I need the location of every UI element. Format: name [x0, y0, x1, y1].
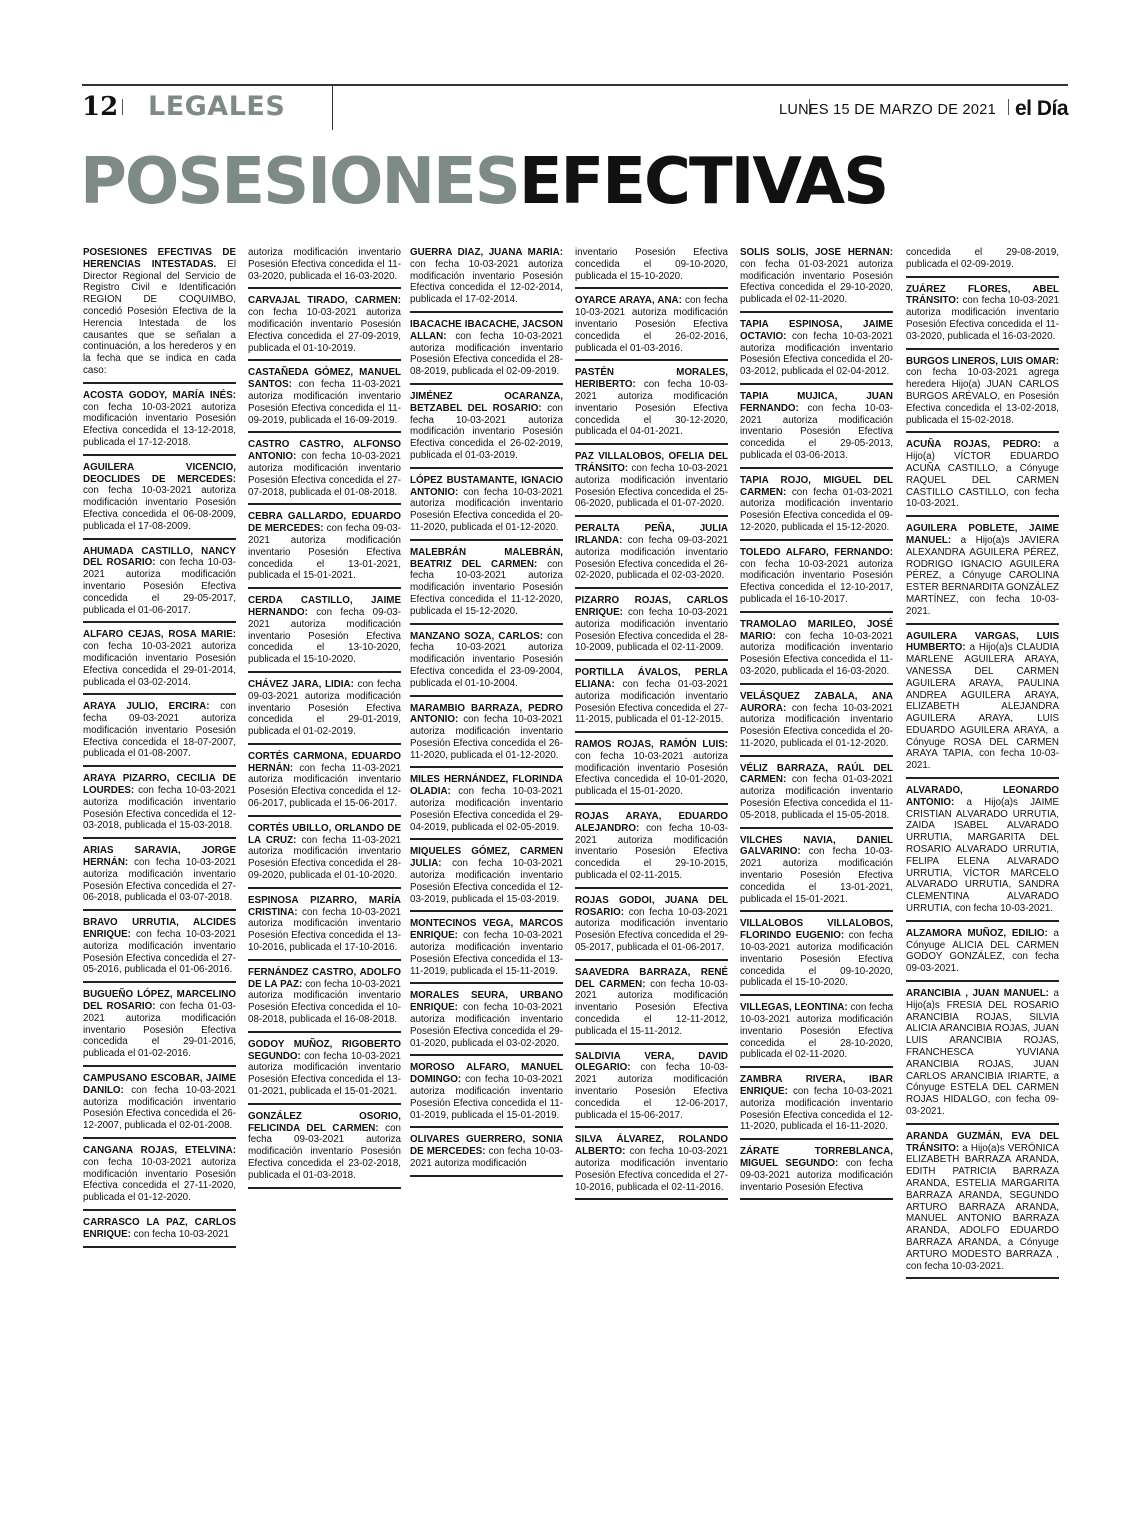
decedent-name: POSESIONES EFECTIVAS DE HERENCIAS INTESTADAS.	[83, 247, 236, 270]
legal-notice	[740, 835, 893, 913]
notice-text: con fecha 10-03-2021 autoriza modificación inventario Posesión Efectiva concedida el 28-08-2019, publicada el 02-09-2019.	[410, 330, 563, 378]
legal-notice	[575, 595, 728, 661]
legal-notice	[83, 989, 236, 1067]
notice-text: con fecha 10-03-2021 autoriza modificación inventario Posesión Efectiva concedida el 29-10-2015, publicada el 02-11-2015.	[575, 822, 728, 882]
notice-text: con fecha 10-03-2021 autoriza modificación inventario Posesión Efectiva concedida el 27-10-2016, publicada el 02-11-2016.	[575, 1146, 728, 1193]
notice-text: con fecha 10-03-2021 autoriza modificación inventario Posesión Efectiva concedida el 11-03-2020, publicada el 16-03-2020.	[906, 295, 1059, 342]
legal-notice	[740, 247, 893, 313]
notice-text: con fecha 01-03-2021 autoriza modificación inventario Posesión Efectiva concedida el 09-12-2020, publicada el 15-12-2020.	[740, 486, 893, 533]
legal-notice	[906, 284, 1059, 350]
legal-notice	[410, 1062, 563, 1128]
decedent-name: TAPIA ROJO, MIGUEL DEL CARMEN:	[740, 474, 893, 498]
notice-text: con fecha 10-03-2021 autoriza modificación inventario Posesión Efectiva concedida el 28-10-2009, publicada el 02-11-2009.	[575, 606, 728, 654]
decedent-name: LÓPEZ BUSTAMANTE, IGNACIO ANTONIO:	[410, 474, 563, 498]
notice-text: con fecha 10-03-2021 autoriza modificación inventario Posesión Efectiva concedida el 09-10-2020, publicada el 15-10-2020.	[740, 930, 893, 989]
legal-notice	[83, 462, 236, 540]
legal-notice	[906, 988, 1059, 1125]
notice-text: con fecha 01-03-2021 autoriza modificación inventario Posesión Efectiva concedida el 29-10-2020, publicada el 02-11-2020.	[740, 258, 893, 306]
decedent-name: CASTAÑEDA GÓMEZ, MANUEL SANTOS:	[248, 367, 401, 391]
title-part-2: EFECTIVAS	[518, 145, 888, 219]
newspaper-logo: el Día	[1014, 97, 1068, 120]
notice-text: con fecha 10-03-2021 autoriza modificación inventario Posesión Efectiva concedida el 12-03-2018, publicada el 15-03-2018.	[83, 785, 236, 832]
notice-text: con fecha 10-03-2021 autoriza modificación inventario Posesión Efectiva concedida el 29-05-2013, publicada el 03-06-2013.	[740, 402, 893, 461]
legal-notice	[740, 475, 893, 541]
decedent-name: GUERRA DÍAZ, JUANA MARÍA:	[410, 247, 563, 258]
legal-notice	[83, 845, 236, 911]
decedent-name: CARVAJAL TIRADO, CARMEN:	[248, 295, 401, 307]
legal-notice	[83, 773, 236, 839]
legal-notice	[83, 1073, 236, 1139]
notice-text: con fecha 10-03-2021 agrega heredera Hijo(a) JUAN CARLOS BURGOS ARÉVALO, en Posesión Efectiva concedida el 13-02-2018, publicada el 15-02-2018.	[906, 367, 1059, 426]
legal-notice	[575, 247, 728, 289]
decedent-name: OLIVARES GUERRERO, SONIA DE MERCEDES:	[410, 1134, 563, 1158]
legal-notice	[248, 751, 401, 817]
legal-notice	[906, 523, 1059, 624]
decedent-name: ARANDA GUZMÁN, EVA DEL TRÁNSITO:	[906, 1130, 1059, 1154]
legal-notice	[740, 391, 893, 469]
notice-text: con fecha 10-03-2021 autoriza modificación inventario Posesión Efectiva concedida el 13-12-2018, publicada el 17-12-2018.	[83, 401, 236, 448]
decedent-name: ALZAMORA MUÑOZ, EDILIO:	[906, 927, 1048, 939]
notice-text: a Hijo(a)s JAIME CRISTIAN ALVARADO URRUTIA, ZAIDA ISABEL ALVARADO URRUTIA, MARGARITA DEL ROSARIO ALVARADO URRUTIA, FELIPA ELENA ALVARADO URRUTIA, VÍCTOR MARCELO ALVARADO URRUTIA, SANDRA CLEMENTINA ALVARADO URRUTIA, con fecha 10-03-2021.	[906, 796, 1059, 915]
decedent-name: ZAMBRA RIVERA, IBAR ENRIQUE:	[740, 1074, 893, 1098]
notice-text: con fecha 10-03-2021 autoriza modificación inventario Posesión Efectiva concedida el 06-08-2009, publicada el 17-08-2009.	[83, 485, 236, 532]
issue-date: LUNES 15 DE MARZO DE 2021	[778, 102, 996, 118]
notice-text: con fecha 10-03-2021 autoriza modificación inventario Posesión Efectiva concedida el 13-01-2021, publicada el 15-01-2021.	[740, 846, 893, 905]
decedent-name: SAAVEDRA BARRAZA, RENÉ DEL CARMEN:	[575, 966, 728, 990]
legal-notice	[575, 739, 728, 805]
decedent-name: CHÁVEZ JARA, LIDIA:	[248, 678, 354, 690]
notice-text: a Hijo(a) VÍCTOR EDUARDO ACUÑA CASTILLO, a Cónyuge RAQUEL DEL CARMEN CASTILLO CASTILLO, con fecha 10-03-2021.	[906, 439, 1059, 510]
decedent-name: ALVARADO, LEONARDO ANTONIO:	[906, 785, 1059, 808]
notice-text: con fecha 10-03-2021 autoriza modificación inventario Posesión Efectiva concedida el 27-11-2020, publicada el 01-12-2020.	[83, 1156, 236, 1204]
decedent-name: PAZ VILLALOBOS, OFELIA DEL TRÁNSITO:	[575, 451, 728, 474]
notice-text: con fecha 11-03-2021 autoriza modificación inventario Posesión Efectiva concedida el 12-06-2017, publicada el 15-06-2017.	[248, 762, 401, 810]
decedent-name: IBACACHE IBACACHE, JACSON ALLAN:	[410, 318, 563, 342]
notice-text: autoriza modificación inventario Posesión Efectiva concedida el 11-03-2020, publicada el 16-03-2020.	[248, 247, 401, 282]
legal-notice	[83, 1217, 236, 1248]
notice-text: con fecha 10-03-2021 autoriza modificación inventario Posesión Efectiva concedida el 29-01-2014, publicada el 03-02-2014.	[83, 641, 236, 688]
notice-text: con fecha 11-03-2021 autoriza modificación inventario Posesión Efectiva concedida el 28-09-2020, publicada el 01-10-2020.	[248, 834, 401, 882]
legal-notice	[575, 523, 728, 589]
notice-text: con fecha 10-03-2021 autoriza modificación inventario Posesión Efectiva concedida el 12-03-2019, publicada el 15-03-2019.	[410, 858, 563, 905]
decedent-name: PORTILLA ÁVALOS, PERLA ELIANA:	[575, 667, 728, 690]
notice-text: con fecha 09-03-2021 autoriza modificación inventario Posesión Efectiva concedida el 13-01-2021, publicada el 15-01-2021.	[248, 523, 401, 582]
decedent-name: AGUILERA POBLETE, JAIME MANUEL:	[906, 523, 1059, 546]
page-title	[80, 136, 1070, 228]
decedent-name: ESPINOSA PIZARRO, MARÍA CRISTINA:	[248, 894, 401, 918]
decedent-name: ZUÁREZ FLORES, ABEL TRÁNSITO:	[906, 283, 1059, 307]
header-separator	[122, 99, 123, 115]
decedent-name: PASTÉN MORALES, HERIBERTO:	[575, 367, 728, 391]
decedent-name: ARAYA JULIO, ERCIRA:	[83, 701, 210, 713]
notice-text: a Hijo(a)s VERÓNICA ELIZABETH BARRAZA ARANDA, EDITH PATRICIA BARRAZA ARANDA, ESTELIA MARGARITA BARRAZA ARANDA, SEGUNDO ARTURO BARRAZA ARANDA, MANUEL ANTONIO BARRAZA ARANDA, ADOLFO EDUARDO BARRAZA ARANDA, a Cónyuge ARTURO MODESTO BARRAZA , con fecha 10-03-2021.	[906, 1142, 1059, 1272]
legal-notice	[575, 811, 728, 889]
notice-text: con fecha 10-03-2021 autoriza modificación inventario Posesión Efectiva concedida el 11-03-2020, publicada el 16-03-2020.	[740, 630, 893, 677]
notice-text: con fecha 10-03-2021 autoriza modificación inventario Posesión Efectiva concedida el 10-01-2020, publicada el 15-01-2020.	[575, 750, 728, 798]
decedent-name: ARAYA PIZARRO, CECILIA DE LOURDES:	[83, 773, 236, 797]
legal-notice	[575, 967, 728, 1045]
legal-notice	[83, 701, 236, 767]
legal-notice	[83, 390, 236, 456]
notice-text: inventario Posesión Efectiva concedida el 09-10-2020, publicada el 15-10-2020.	[575, 247, 728, 282]
decedent-name: VILLALOBOS VILLALOBOS, FLORINDO EUGENIO:	[740, 918, 893, 942]
notice-text: con fecha 10-03-2021 autoriza modificación inventario Posesión Efectiva concedida el 29-01-2020, publicada el 03-02-2020.	[410, 1002, 563, 1049]
legal-notice	[575, 295, 728, 361]
legal-notice	[410, 547, 563, 625]
legal-notice	[248, 247, 401, 289]
decedent-name: VELÁSQUEZ ZABALA, ANA AURORA:	[740, 690, 893, 714]
decedent-name: CORTÉS CARMONA, EDUARDO HERNÁN:	[248, 750, 401, 774]
notice-text: a Hijo(a)s CLAUDIA MARLENE AGUILERA ARAYA, VANESSA DEL CARMEN AGUILERA ARAYA, PAULINA ANDREA AGUILERA ARAYA, ELIZABETH ALEJANDRA AGUILERA ARAYA, LUIS EDUARDO AGUILERA ARAYA, a Cónyuge ROSA DEL CARMEN ARAYA TAPIA, con fecha 10-03-2021.	[906, 642, 1059, 772]
decedent-name: ROJAS ARAYA, EDUARDO ALEJANDRO:	[575, 811, 728, 834]
notice-text: a Cónyuge ALICIA DEL CARMEN GODOY GONZÁLEZ, con fecha 09-03-2021.	[906, 927, 1059, 975]
legal-notice	[740, 691, 893, 757]
notice-column-3	[410, 247, 563, 1503]
legal-notice	[410, 703, 563, 769]
decedent-name: JIMÉNEZ OCARANZA, BETZABEL DEL ROSARIO:	[410, 390, 563, 414]
notice-text: con fecha 10-03-2021 autoriza modificación inventario Posesión Efectiva concedida el 13-10-2016, publicada el 17-10-2016.	[248, 906, 401, 954]
decedent-name: TAPIA MUJICA, JUAN FERNANDO:	[740, 390, 893, 414]
notice-text: con fecha 10-03-2021 autoriza modificación inventario Posesión Efectiva concedida el 23-09-2004, publicada el 01-10-2004.	[410, 630, 563, 689]
decedent-name: VILLEGAS, LEONTINA:	[740, 1002, 848, 1014]
legal-notice	[83, 629, 236, 695]
notice-column-5	[740, 247, 893, 1503]
notice-text: con fecha 09-03-2021 autoriza modificación inventario Posesión Efectiva concedida el 23-02-2018, publicada el 01-03-2018.	[248, 1122, 401, 1181]
notice-text: con fecha 10-03-2021 autoriza modificación inventario Posesión Efectiva concedida el 12-11-2012, publicada el 15-11-2012.	[575, 978, 728, 1037]
page-number: 12	[82, 92, 119, 122]
legal-notice	[575, 667, 728, 733]
notice-text: con fecha 10-03-2021 autoriza modificación inventario Posesión Efectiva concedida el 30-12-2020, publicada el 04-01-2021.	[575, 379, 728, 438]
legal-notice	[248, 367, 401, 433]
notice-column-4	[575, 247, 728, 1503]
legal-notice	[575, 1134, 728, 1200]
legal-notice	[906, 928, 1059, 982]
decedent-name: CARRASCO LA PAZ, CARLOS ENRIQUE:	[83, 1216, 236, 1240]
legal-notice	[248, 511, 401, 589]
legal-notice	[575, 367, 728, 445]
decedent-name: TAPIA ESPINOSA, JAIME OCTAVIO:	[740, 318, 893, 342]
legal-notice	[410, 247, 563, 313]
notice-text: con fecha 10-03-2021 autoriza modificación inventario Posesión Efectiva concedida el 27-05-2016, publicada el 01-06-2016.	[83, 929, 236, 976]
legal-notice	[83, 1145, 236, 1211]
decedent-name: MIQUELES GÓMEZ, CARMEN JULIA:	[410, 846, 563, 870]
decedent-name: OYARCE ARAYA, ANA:	[575, 295, 682, 307]
header-divider	[332, 86, 333, 130]
notice-text: con fecha 09-03-2021 autoriza modificación inventario Posesión Efectiva	[740, 1158, 893, 1193]
notice-text: a Hijo(a)s JAVIERA ALEXANDRA AGUILERA PÉREZ, RODRIGO IGNACIO AGUILERA PÉREZ, a Cónyuge CAROLINA ESTER BERNARDITA GONZÁLEZ MARTÍNEZ, con fecha 10-03-2021.	[906, 534, 1059, 617]
decedent-name: ROJAS GODOI, JUANA DEL ROSARIO:	[575, 894, 728, 918]
decedent-name: MILES HERNÁNDEZ, FLORINDA OLADIA:	[410, 774, 563, 798]
decedent-name: TRAMOLAO MARILEO, JOSÉ MARIO:	[740, 618, 893, 642]
legal-notice	[410, 631, 563, 697]
decedent-name: AGUILERA VARGAS, LUIS HUMBERTO:	[906, 630, 1059, 654]
legal-notice	[740, 918, 893, 996]
notice-text: con fecha 10-03-2021 autoriza modificación inventario Posesión Efectiva concedida el 27-07-2018, publicada el 01-08-2018.	[248, 451, 401, 498]
decedent-name: MORALES SEURA, URBANO ENRIQUE:	[410, 990, 563, 1014]
notice-text: con fecha 01-03-2021 autoriza modificación inventario Posesión Efectiva concedida el 29-01-2016, publicada el 01-02-2016.	[83, 1001, 236, 1060]
legal-notice	[575, 895, 728, 961]
decedent-name: ARANCIBIA , JUAN MANUEL:	[906, 988, 1049, 1000]
decedent-name: RAMOS ROJAS, RAMÓN LUIS:	[575, 739, 728, 751]
legal-notice	[83, 917, 236, 983]
decedent-name: GONZÁLEZ OSORIO, FELICINDA DEL CARMEN:	[248, 1110, 401, 1134]
notice-column-2	[248, 247, 401, 1503]
notice-text: con fecha 10-03-2021 autoriza modificación inventario Posesión Efectiva concedida el 26-02-2016, publicada el 01-03-2016.	[575, 295, 728, 354]
title-part-1: POSESIONES	[80, 145, 519, 219]
notice-text: con fecha 01-03-2021 autoriza modificación inventario Posesión Efectiva concedida el 27-11-2015, publicada el 01-12-2015.	[575, 678, 728, 726]
notice-text: con fecha 10-03-2021 autoriza modificación inventario Posesión Efectiva concedida el 25-06-2020, publicada el 01-07-2020.	[575, 462, 728, 510]
notice-text: con fecha 10-03-2021 autoriza modificación inventario Posesión Efectiva concedida el 29-04-2019, publicada el 02-05-2019.	[410, 786, 563, 833]
legal-notice	[248, 439, 401, 505]
decedent-name: SILVA ÁLVAREZ, ROLANDO ALBERTO:	[575, 1134, 728, 1158]
legal-notice	[248, 823, 401, 889]
decedent-name: ACOSTA GODOY, MARÍA INÉS:	[83, 389, 236, 401]
legal-notice	[410, 990, 563, 1056]
legal-notice	[906, 1131, 1059, 1280]
notice-text: con fecha 10-03-2021 autoriza modificación inventario Posesión Efectiva concedida el 29-05-2017, publicada el 01-06-2017.	[83, 557, 236, 616]
decedent-name: CAMPUSANO ESCOBAR, JAIME DANILO:	[83, 1073, 236, 1096]
decedent-name: ZÁRATE TORREBLANCA, MIGUEL SEGUNDO:	[740, 1146, 893, 1169]
notice-column-1	[83, 247, 236, 1503]
notice-text: con fecha 10-03-2021 autoriza modificación inventario Posesión Efectiva concedida el 20-11-2020, publicada el 01-12-2020.	[740, 702, 893, 749]
legal-notice	[740, 763, 893, 829]
legal-notice	[575, 451, 728, 517]
notice-text: con fecha 10-03-2021 autoriza modificación inventario Posesión Efectiva concedida el 10-08-2018, publicada el 16-08-2018.	[248, 978, 401, 1026]
notice-text: con fecha 10-03-2021 autoriza modificación inventario Posesión Efectiva concedida el 27-09-2019, publicada el 01-10-2019.	[248, 307, 401, 354]
decedent-name: MALEBRÁN MALEBRÁN, BEATRIZ DEL CARMEN:	[410, 546, 563, 570]
notice-text: con fecha 10-03-2021 autoriza modificación inventario Posesión Efectiva concedida el 12-11-2020, publicada el 16-11-2020.	[740, 1086, 893, 1133]
decedent-name: MANZANO SOZA, CARLOS:	[410, 630, 543, 642]
decedent-name: MOROSO ALFARO, MANUEL DOMINGO:	[410, 1062, 563, 1086]
decedent-name: BRAVO URRUTIA, ALCIDES ENRIQUE:	[83, 917, 236, 941]
decedent-name: MARAMBIO BARRAZA, PEDRO ANTONIO:	[410, 702, 563, 726]
notice-text: con fecha 10-03-2021 autoriza modificación inventario Posesión Efectiva concedida el 26-11-2020, publicada el 01-12-2020.	[410, 714, 563, 761]
legal-notice	[248, 295, 401, 361]
decedent-name: ACUÑA ROJAS, PEDRO:	[906, 439, 1041, 451]
legal-notice	[248, 895, 401, 961]
legal-notice	[248, 595, 401, 673]
notice-text: con fecha 10-03-2021 autoriza modificación	[410, 1146, 563, 1169]
decedent-name: VILCHES NAVIA, DANIEL GALVARINO:	[740, 834, 893, 858]
legal-notice	[248, 1111, 401, 1189]
legal-notice	[740, 1002, 893, 1068]
legal-notice	[248, 967, 401, 1033]
decedent-name: CORTÉS UBILLO, ORLANDO DE LA CRUZ:	[248, 822, 401, 846]
notice-text: con fecha 10-03-2021 autoriza modificación inventario Posesión Efectiva concedida el 26-02-2019, publicada el 01-03-2019.	[410, 402, 563, 461]
legal-notice	[83, 546, 236, 624]
decedent-name: ARIAS SARAVIA, JORGE HERNÁN:	[83, 845, 236, 869]
decedent-name: CERDA CASTILLO, JAIME HERNANDO:	[248, 595, 401, 618]
notice-text: con fecha 10-03-2021 autoriza modificación inventario Posesión Efectiva concedida el 12-02-2014, publicada el 17-02-2014.	[410, 258, 563, 306]
notice-text: con fecha 09-03-2021 autoriza modificación inventario Posesión Efectiva concedida el 29-01-2019, publicada el 01-02-2019.	[248, 678, 401, 738]
notice-text: con fecha 10-03-2021 autoriza modificación inventario Posesión Efectiva concedida el 13-01-2021, publicada el 15-01-2021.	[248, 1050, 401, 1098]
decedent-name: FERNÁNDEZ CASTRO, ADOLFO DE LA PAZ:	[248, 966, 401, 990]
notice-column-6	[906, 247, 1059, 1503]
decedent-name: VÉLIZ BARRAZA, RAÚL DEL CARMEN:	[740, 762, 893, 786]
legal-notice	[248, 679, 401, 745]
legal-notice	[410, 391, 563, 469]
decedent-name: TOLEDO ALFARO, FERNANDO:	[740, 546, 893, 558]
notice-text: con fecha 10-03-2021 autoriza modificación inventario Posesión Efectiva concedida el 20-11-2020, publicada el 01-12-2020.	[410, 486, 563, 533]
decedent-name: ALFARO CEJAS, ROSA MARIE:	[83, 629, 236, 641]
legal-notice	[906, 247, 1059, 278]
legal-notice	[740, 1074, 893, 1140]
legal-notice	[410, 319, 563, 385]
decedent-name: CASTRO CASTRO, ALFONSO ANTONIO:	[248, 439, 401, 463]
legal-notice	[410, 774, 563, 840]
decedent-name: CEBRA GALLARDO, EDUARDO DE MERCEDES:	[248, 511, 401, 535]
notice-text: con fecha 10-03-2021 autoriza modificación inventario Posesión Efectiva concedida el 26-12-2007, publicada el 02-01-2008.	[83, 1084, 236, 1132]
legal-notice	[740, 1146, 893, 1200]
notice-text: con fecha 01-03-2021 autoriza modificación inventario Posesión Efectiva concedida el 11-05-2018, publicada el 15-05-2018.	[740, 774, 893, 821]
legal-notice	[410, 918, 563, 984]
legal-notice	[575, 1051, 728, 1129]
notice-text: concedida el 29-08-2019, publicada el 02-09-2019.	[906, 247, 1059, 270]
notice-text: con fecha 09-03-2021 autoriza modificación inventario Posesión Efectiva concedida el 26-02-2020, publicada el 02-03-2020.	[575, 534, 728, 582]
decedent-name: MONTECINOS VEGA, MARCOS ENRIQUE:	[410, 918, 563, 942]
notice-text: con fecha 10-03-2021	[130, 1228, 229, 1240]
decedent-name: CANGANA ROJAS, ETELVINA:	[83, 1145, 236, 1156]
notice-text: con fecha 11-03-2021 autoriza modificación inventario Posesión Efectiva concedida el 11-09-2019, publicada el 16-09-2019.	[248, 379, 401, 426]
decedent-name: BUGUEÑO LÓPEZ, MARCELINO DEL ROSARIO:	[83, 989, 236, 1013]
decedent-name: SOLÍS SOLÍS, JOSÉ HERNÁN:	[740, 247, 893, 258]
legal-notice	[906, 439, 1059, 517]
notice-text: con fecha 10-03-2021 autoriza modificación inventario Posesión Efectiva concedida el 29-05-2017, publicada el 01-06-2017.	[575, 906, 728, 954]
legal-notice	[906, 785, 1059, 922]
notice-text: con fecha 09-03-2021 autoriza modificación inventario Posesión Efectiva concedida el 13-10-2020, publicada el 15-10-2020.	[248, 606, 401, 666]
legal-notice	[906, 356, 1059, 434]
legal-notice	[83, 247, 236, 384]
header-rule	[82, 84, 1068, 86]
legal-notice	[410, 475, 563, 541]
notice-text: con fecha 10-03-2021 autoriza modificación inventario Posesión Efectiva concedida el 27-06-2018, publicada el 03-07-2018.	[83, 857, 236, 904]
decedent-name: AGUILERA VICENCIO, DEOCLIDES DE MERCEDES:	[83, 461, 236, 485]
notice-text: con fecha 10-03-2021 autoriza modificación inventario Posesión Efectiva concedida el 13-11-2019, publicada el 15-11-2019.	[410, 930, 563, 977]
legal-notice	[740, 547, 893, 613]
section-label: LEGALES	[148, 91, 286, 122]
notice-text: con fecha 10-03-2021 autoriza modificación inventario Posesión Efectiva concedida el 12-06-2017, publicada el 15-06-2017.	[575, 1062, 728, 1121]
notice-text: con fecha 10-03-2021 autoriza modificación inventario Posesión Efectiva concedida el 20-03-2012, publicada el 02-04-2012.	[740, 330, 893, 378]
legal-notice	[740, 619, 893, 685]
notice-text: El Director Regional del Servicio de Registro Civil e Identificación REGION DE COQUIMBO, concedió Posesión Efectiva de la Herencia Intestada de los causantes que se señalan a continuación, a los herederos y en la fecha que se indica en cada caso:	[83, 258, 236, 376]
decedent-name: GODOY MUÑOZ, RIGOBERTO SEGUNDO:	[248, 1038, 401, 1062]
legal-notice	[410, 846, 563, 912]
decedent-name: BURGOS LINEROS, LUIS OMAR:	[906, 355, 1059, 367]
notice-text: con fecha 10-03-2021 autoriza modificación inventario Posesión Efectiva concedida el 28-10-2020, publicada el 02-11-2020.	[740, 1002, 893, 1061]
decedent-name: PERALTA PEÑA, JULIA IRLANDA:	[575, 523, 728, 546]
legal-notice	[410, 1134, 563, 1176]
legal-notice	[740, 319, 893, 385]
notice-text: con fecha 10-03-2021 autoriza modificación inventario Posesión Efectiva concedida el 12-10-2017, publicada el 16-10-2017.	[740, 558, 893, 605]
notice-text: con fecha 10-03-2021 autoriza modificación inventario Posesión Efectiva concedida el 11-12-2020, publicada el 15-12-2020.	[410, 558, 563, 617]
page-header	[82, 84, 1068, 130]
notice-text: con fecha 09-03-2021 autoriza modificación inventario Posesión Efectiva concedida el 18-07-2007, publicada el 01-08-2007.	[83, 701, 236, 760]
legal-notice	[248, 1039, 401, 1105]
decedent-name: SALDIVIA VERA, DAVID OLEGARIO:	[575, 1050, 728, 1074]
decedent-name: PIZARRO ROJAS, CARLOS ENRIQUE:	[575, 595, 728, 618]
decedent-name: AHUMADA CASTILLO, NANCY DEL ROSARIO:	[83, 545, 236, 569]
legal-notice	[906, 631, 1059, 780]
brand-separator	[1008, 99, 1009, 115]
notice-text: con fecha 10-03-2021 autoriza modificación inventario Posesión Efectiva concedida el 11-01-2019, publicada el 15-01-2019.	[410, 1074, 563, 1121]
notice-text: a Hijo(a)s FRESIA DEL ROSARIO ARANCIBIA ROJAS, SILVIA ALICIA ARANCIBIA ROJAS, JUAN LUIS ARANCIBIA ROJAS, FRANCHESCA YUVIANA ARANCIBIA ROJAS, JUAN CARLOS ARANCIBIA IRIARTE, a Cónyuge ESTELA DEL CARMEN ROJAS HIDALGO, con fecha 09-03-2021.	[906, 988, 1059, 1117]
